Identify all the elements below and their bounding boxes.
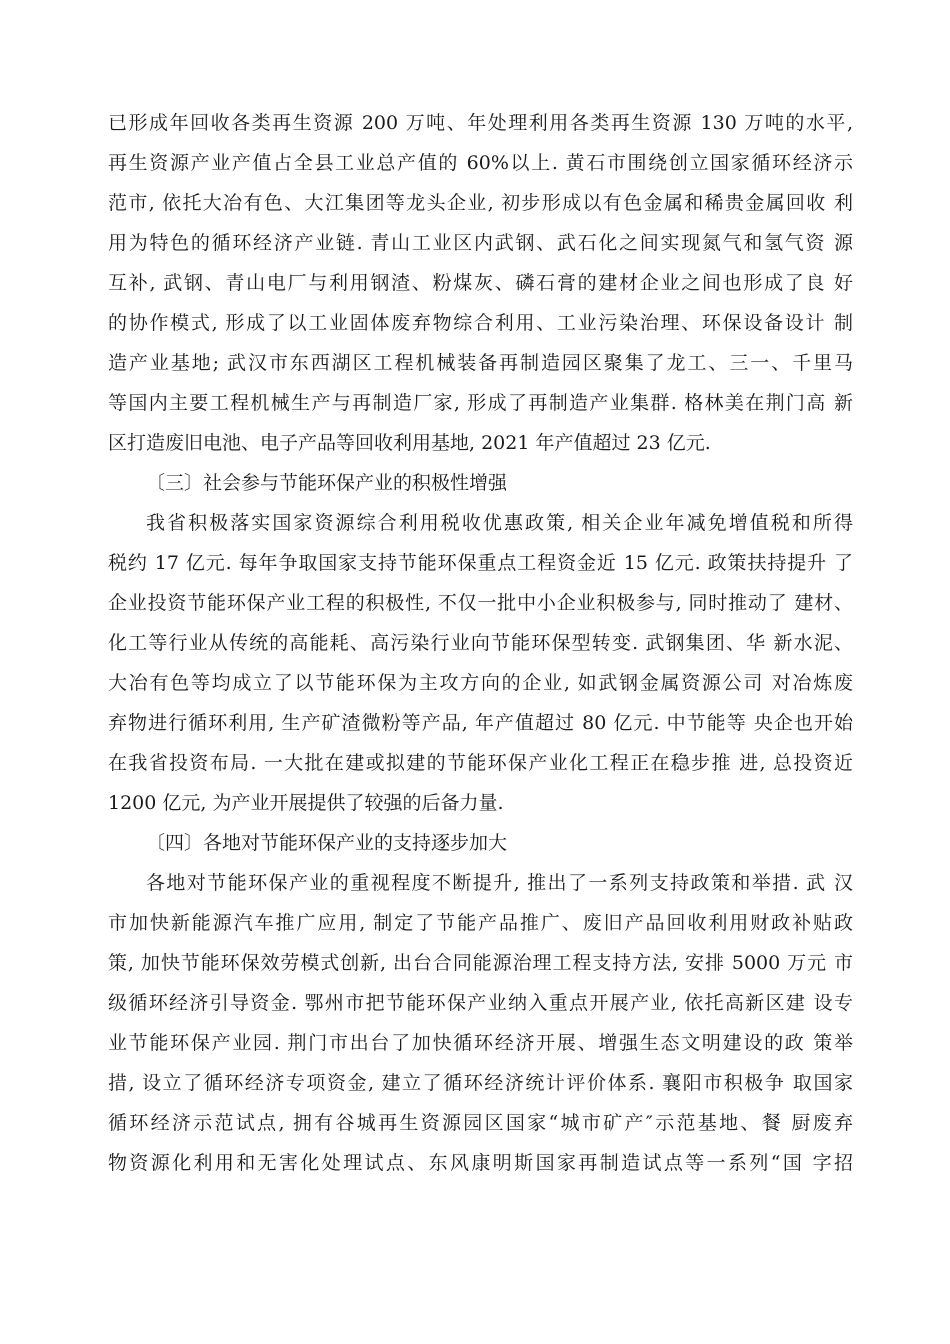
section-heading-3: 〔三〕社会参与节能环保产业的积极性增强 bbox=[146, 472, 508, 494]
paragraph-3-line-7: 循环经济示范试点, 拥有谷城再生资源园区国家“城市矿产″示范基地、餐 厨废弃 bbox=[108, 1112, 853, 1134]
paragraph-1-line-1: 已形成年回收各类再生资源 200 万吨、年处理利用各类再生资源 130 万吨的水平, bbox=[108, 112, 853, 134]
paragraph-2-line-5: 大冶有色等均成立了以节能环保为主攻方向的企业, 如武钢金属资源公司 对冶炼废 bbox=[108, 672, 853, 694]
paragraph-2-line-6: 弃物进行循环利用, 生产矿渣微粉等产品, 年产值超过 80 亿元. 中节能等 央企也开始 bbox=[108, 712, 853, 734]
section-heading-4: 〔四〕各地对节能环保产业的支持逐步加大 bbox=[146, 832, 508, 854]
paragraph-3-line-2: 市加快新能源汽车推广应用, 制定了节能产品推广、废旧产品回收利用财政补贴政 bbox=[108, 912, 853, 934]
paragraph-3-line-6: 措, 设立了循环经济专项资金, 建立了循环经济统计评价体系. 襄阳市积极争 取国家 bbox=[108, 1072, 853, 1094]
paragraph-3-line-3: 策, 加快节能环保效劳模式创新, 出台合同能源治理工程支持方法, 安排 5000 万元 市 bbox=[108, 952, 853, 974]
paragraph-1-line-7: 造产业基地; 武汉市东西湖区工程机械装备再制造园区聚集了龙工、三一、千里马 bbox=[108, 352, 853, 374]
paragraph-1-line-6: 的协作模式, 形成了以工业固体废弃物综合利用、工业污染治理、环保设备设计 制 bbox=[108, 312, 853, 334]
paragraph-3-line-4: 级循环经济引导资金. 鄂州市把节能环保产业纳入重点开展产业, 依托高新区建 设专 bbox=[108, 992, 853, 1014]
paragraph-1-line-9: 区打造废旧电池、电子产品等回收利用基地, 2021 年产值超过 23 亿元. bbox=[108, 432, 711, 454]
paragraph-2-line-4: 化工等行业从传统的高能耗、高污染行业向节能环保型转变. 武钢集团、华 新水泥、 bbox=[108, 632, 853, 654]
paragraph-2-line-1: 我省积极落实国家资源综合利用税收优惠政策, 相关企业年减免增值税和所得 bbox=[146, 512, 853, 534]
paragraph-1-line-3: 范市, 依托大冶有色、大江集团等龙头企业, 初步形成以有色金属和稀贵金属回收 利 bbox=[108, 192, 853, 214]
paragraph-2-line-2: 税约 17 亿元. 每年争取国家支持节能环保重点工程资金近 15 亿元. 政策扶持提升 了 bbox=[108, 552, 853, 574]
paragraph-3-line-1: 各地对节能环保产业的重视程度不断提升, 推出了一系列支持政策和举措. 武 汉 bbox=[146, 872, 853, 894]
paragraph-3-line-5: 业节能环保产业园. 荆门市出台了加快循环经济开展、增强生态文明建设的政 策举 bbox=[108, 1032, 853, 1054]
paragraph-1-line-5: 互补, 武钢、青山电厂与利用钢渣、粉煤灰、磷石膏的建材企业之间也形成了良 好 bbox=[108, 272, 853, 294]
paragraph-2-line-7: 在我省投资布局. 一大批在建或拟建的节能环保产业化工程正在稳步推 进, 总投资近 bbox=[108, 752, 853, 774]
paragraph-1-line-2: 再生资源产业产值占全县工业总产值的 60%以上. 黄石市围绕创立国家循环经济示 bbox=[108, 152, 853, 174]
paragraph-3-line-8: 物资源化利用和无害化处理试点、东风康明斯国家再制造试点等一系列“国 字招 bbox=[108, 1152, 853, 1174]
paragraph-2-line-3: 企业投资节能环保产业工程的积极性, 不仅一批中小企业积极参与, 同时推动了 建材、 bbox=[108, 592, 853, 614]
paragraph-2-line-8: 1200 亿元, 为产业开展提供了较强的后备力量. bbox=[108, 792, 504, 814]
paragraph-1-line-8: 等国内主要工程机械生产与再制造厂家, 形成了再制造产业集群. 格林美在荆门高 新 bbox=[108, 392, 853, 414]
paragraph-1-line-4: 用为特色的循环经济产业链. 青山工业区内武钢、武石化之间实现氮气和氢气资 源 bbox=[108, 232, 853, 254]
